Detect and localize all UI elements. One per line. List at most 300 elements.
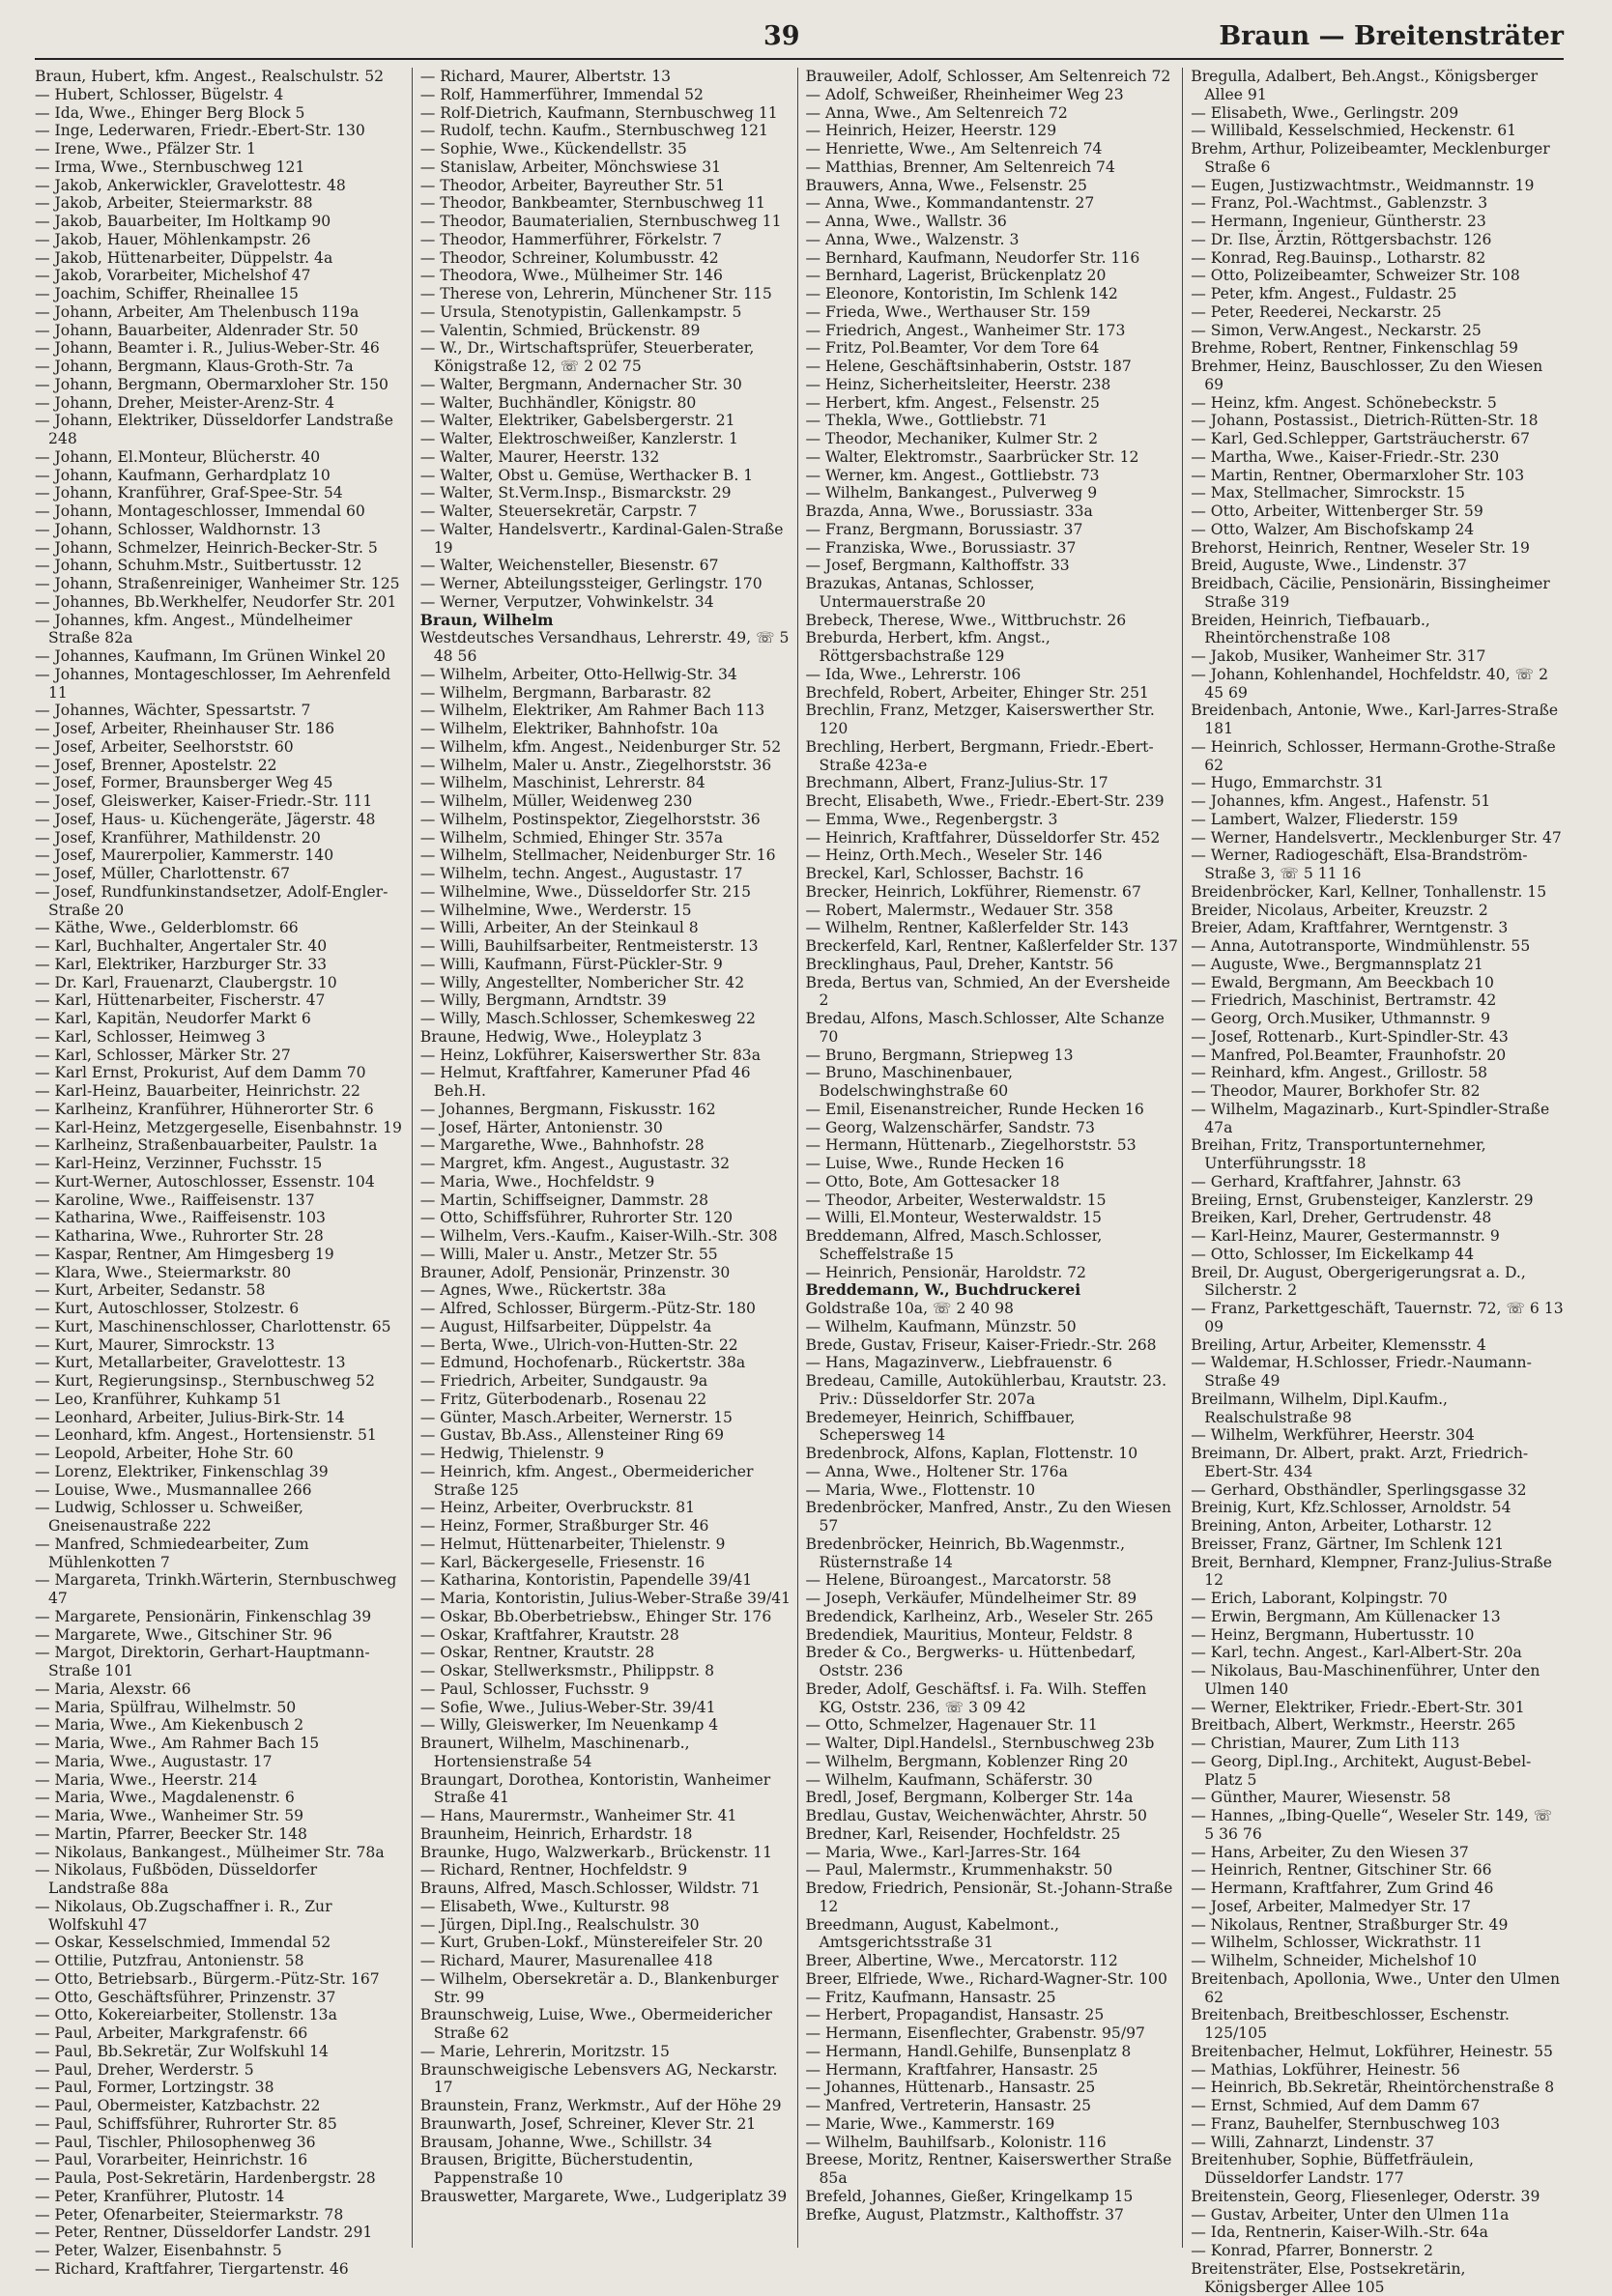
directory-entry: — Konrad, Pfarrer, Bonnerstr. 2 — [1191, 2242, 1433, 2259]
directory-entry: — Karl, Ged.Schlepper, Gartsträucherstr. 67 — [1191, 430, 1531, 447]
directory-entry: — Helmut, Kraftfahrer, Kameruner Pfad 46 Beh.H. — [419, 1064, 751, 1100]
directory-entry: — Hermann, Kraftfahrer, Zum Grind 46 — [1191, 1880, 1494, 1897]
directory-entry: — Johann, Kaufmann, Gerhardplatz 10 — [35, 466, 331, 484]
directory-entry: Breinig, Kurt, Kfz.Schlosser, Arnoldstr. 54 — [1191, 1499, 1511, 1517]
directory-entry: — Leopold, Arbeiter, Hohe Str. 60 — [35, 1445, 294, 1462]
directory-entry: — Fritz, Kaufmann, Hansastr. 25 — [805, 1988, 1056, 2006]
directory-entry: — Martin, Rentner, Obermarxloher Str. 103 — [1191, 466, 1525, 484]
page-header — [0, 0, 1612, 60]
directory-entry: — Heinz, kfm. Angest. Schönebeckstr. 5 — [1191, 393, 1497, 412]
directory-entry: — Paul, Dreher, Werderstr. 5 — [35, 2060, 254, 2079]
directory-entry: Bredenbröcker, Manfred, Anstr., Zu den Wiesen 57 — [805, 1499, 1171, 1535]
directory-entry: Bredeau, Camille, Autokühlerbau, Krautstr. 23. Priv.: Düsseldorfer Str. 207a — [805, 1372, 1167, 1408]
directory-entry: — Bruno, Bergmann, Striepweg 13 — [805, 1046, 1074, 1064]
directory-entry: — Ernst, Schmied, Auf dem Damm 67 — [1191, 2097, 1481, 2114]
directory-entry: — Karl-Heinz, Maurer, Gestermannstr. 9 — [1191, 1227, 1500, 1245]
directory-entry: Brauswetter, Margarete, Wwe., Ludgeriplatz 39 — [419, 2187, 788, 2205]
directory-entry: — Oskar, Stellwerksmstr., Philippstr. 8 — [419, 1662, 715, 1679]
directory-entry: — Jakob, Hüttenarbeiter, Düppelstr. 4a — [35, 248, 333, 267]
directory-entry: — Paul, Bb.Sekretär, Zur Wolfskuhl 14 — [35, 2042, 329, 2060]
directory-entry: — Walter, Bergmann, Andernacher Str. 30 — [419, 375, 742, 393]
directory-entry: — Richard, Maurer, Masurenallee 418 — [419, 1952, 713, 1969]
directory-entry: — Peter, Rentner, Düsseldorfer Landstr. 291 — [35, 2224, 373, 2242]
directory-entry: — Maria, Wwe., Hochfeldstr. 9 — [419, 1172, 655, 1191]
directory-entry: — Maria, Kontoristin, Julius-Weber-Straße 39/41 — [419, 1590, 792, 1607]
directory-entry: — Walter, Handelsvertr., Kardinal-Galen-Straße 19 — [419, 520, 784, 557]
directory-entry: — Josef, Bergmann, Kalthoffstr. 33 — [805, 557, 1070, 575]
directory-entry: Brechlin, Franz, Metzger, Kaiserswerther Str. 120 — [805, 702, 1155, 737]
directory-entry: — Wilhelm, Schlosser, Wickrathstr. 11 — [1191, 1934, 1482, 1952]
directory-entry: — Eleonore, Kontoristin, Im Schlenk 142 — [805, 285, 1118, 302]
directory-entry: — Klara, Wwe., Steiermarkstr. 80 — [35, 1263, 292, 1281]
directory-entry: — Ida, Rentnerin, Kaiser-Wilh.-Str. 64a — [1191, 2224, 1488, 2242]
directory-entry: Brede, Gustav, Friseur, Kaiser-Friedr.-Str. 268 — [805, 1335, 1157, 1354]
directory-entry: Breitensträter, Else, Postsekretärin, Königsberger Allee 105 — [1191, 2259, 1466, 2296]
directory-entry: — Margarete, Wwe., Gitschiner Str. 96 — [35, 1625, 332, 1644]
directory-entry: — Johann, Straßenreiniger, Wanheimer Str. 125 — [35, 575, 400, 592]
directory-entry: Bredner, Karl, Reisender, Hochfeldstr. 25 — [805, 1824, 1121, 1843]
directory-entry: — Friedrich, Angest., Wanheimer Str. 173 — [805, 321, 1126, 339]
directory-entry: — Lambert, Walzer, Fliederstr. 159 — [1191, 810, 1458, 828]
directory-entry: — Fritz, Pol.Beamter, Vor dem Tore 64 — [805, 339, 1100, 358]
directory-entry: — Bruno, Maschinenbauer, Bodelschwinghstraße 60 — [805, 1064, 1013, 1100]
directory-heading: Breddemann, W., Buchdruckerei — [805, 1280, 1081, 1300]
directory-entry: — Martin, Pfarrer, Beecker Str. 148 — [35, 1824, 307, 1843]
directory-entry: Breitenhuber, Sophie, Büffetfräulein, Düsseldorfer Landstr. 177 — [1191, 2151, 1474, 2187]
directory-entry: — Frieda, Wwe., Werthauser Str. 159 — [805, 302, 1091, 321]
directory-entry: — Erich, Laborant, Kolpingstr. 70 — [1191, 1590, 1448, 1607]
directory-entry: — Wilhelm, Werkführer, Heerstr. 304 — [1191, 1426, 1475, 1445]
directory-entry: — Karl Ernst, Prokurist, Auf dem Damm 70 — [35, 1064, 366, 1082]
directory-entry: — Wilhelm, techn. Angest., Augustastr. 17 — [419, 865, 743, 882]
directory-entry: — Josef, Haus- u. Küchengeräte, Jägerstr. 48 — [35, 810, 376, 828]
directory-entry: — Wilhelm, Obersekretär a. D., Blankenburger Str. 99 — [419, 1969, 779, 2006]
directory-entry: Breer, Elfriede, Wwe., Richard-Wagner-Str. 100 — [805, 1969, 1167, 1988]
directory-entry: — Katharina, Kontoristin, Papendelle 39/41 — [419, 1571, 753, 1590]
directory-entry: Breitenstein, Georg, Fliesenleger, Oderstr. 39 — [1191, 2187, 1540, 2205]
directory-entry: Brechmann, Albert, Franz-Julius-Str. 17 — [805, 774, 1108, 792]
directory-entry: Brehorst, Heinrich, Rentner, Weseler Str. 19 — [1191, 538, 1530, 557]
directory-entry: Bredendick, Karlheinz, Arb., Weseler Str. 265 — [805, 1607, 1154, 1625]
directory-entry: Brausen, Brigitte, Bücherstudentin, Pappenstraße 10 — [419, 2151, 694, 2187]
directory-entry: — Johann, Dreher, Meister-Arenz-Str. 4 — [35, 393, 335, 412]
directory-entry: — Kurt, Metallarbeiter, Gravelottestr. 13 — [35, 1354, 346, 1372]
directory-entry: — Johann, Schlosser, Waldhornstr. 13 — [35, 520, 321, 538]
directory-entry: — Richard, Maurer, Albertstr. 13 — [419, 68, 672, 85]
directory-entry: — Hermann, Ingenieur, Güntherstr. 23 — [1191, 213, 1486, 230]
directory-entry: — Sofie, Wwe., Julius-Weber-Str. 39/41 — [419, 1698, 716, 1716]
directory-entry: — Paul, Schlosser, Fuchsstr. 9 — [419, 1679, 649, 1698]
directory-entry: Breining, Anton, Arbeiter, Lotharstr. 12 — [1191, 1517, 1492, 1535]
directory-entry: — Johann, Montageschlosser, Immendal 60 — [35, 502, 365, 520]
directory-entry: — Hermann, Kraftfahrer, Hansastr. 25 — [805, 2060, 1099, 2079]
directory-entry: — Inge, Lederwaren, Friedr.-Ebert-Str. 130 — [35, 122, 365, 140]
directory-entry: — Martin, Schiffseigner, Dammstr. 28 — [419, 1191, 709, 1209]
directory-entry: Breihan, Fritz, Transportunternehmer, Unterführungsstr. 18 — [1191, 1136, 1486, 1172]
directory-entry: Braunheim, Heinrich, Erhardstr. 18 — [419, 1824, 693, 1843]
directory-entry: — Peter, Ofenarbeiter, Steiermarkstr. 78 — [35, 2205, 344, 2224]
directory-entry: — Peter, Reederei, Neckarstr. 25 — [1191, 302, 1442, 321]
directory-entry: — Margarethe, Wwe., Bahnhofstr. 28 — [419, 1136, 705, 1155]
column-1 — [35, 68, 413, 2278]
directory-entry: — Franz, Pol.-Wachtmst., Gablenzstr. 3 — [1191, 194, 1488, 213]
directory-entry: — Johann, Schmelzer, Heinrich-Becker-Str. 5 — [35, 538, 378, 557]
directory-entry: — Walter, Buchhändler, Königstr. 80 — [419, 393, 697, 412]
directory-entry: — Anna, Autotransporte, Windmühlenstr. 55 — [1191, 937, 1531, 955]
directory-entry: — Stanislaw, Arbeiter, Mönchswiese 31 — [419, 158, 722, 176]
directory-entry: — Adolf, Schweißer, Rheinheimer Weg 23 — [805, 85, 1124, 103]
directory-entry: — Werner, Verputzer, Vohwinkelstr. 34 — [419, 592, 714, 611]
directory-entry: — Ludwig, Schlosser u. Schweißer, Gneisenaustraße 222 — [35, 1499, 303, 1535]
directory-entry: — Josef, Rottenarb., Kurt-Spindler-Str. 43 — [1191, 1027, 1509, 1046]
directory-entry: — Wilhelm, Maler u. Anstr., Ziegelhorststr. 36 — [419, 756, 772, 774]
directory-entry: — Heinrich, kfm. Angest., Obermeidericher Straße 125 — [419, 1462, 754, 1499]
directory-entry: — Heinz, Lokführer, Kaiserswerther Str. 83a — [419, 1046, 762, 1064]
directory-entry: — Wilhelm, Rentner, Kaßlerfelder Str. 143 — [805, 919, 1129, 937]
directory-entry: — Leo, Kranführer, Kuhkamp 51 — [35, 1390, 282, 1408]
directory-entry: — Lorenz, Elektriker, Finkenschlag 39 — [35, 1462, 329, 1480]
directory-entry: — Anna, Wwe., Holtener Str. 176a — [805, 1462, 1068, 1480]
directory-entry: — Richard, Kraftfahrer, Tiergartenstr. 46 — [35, 2259, 349, 2278]
directory-entry: — Herbert, kfm. Angest., Felsenstr. 25 — [805, 393, 1100, 412]
directory-entry: — Nikolaus, Bankangest., Mülheimer Str. 78a — [35, 1843, 385, 1861]
directory-entry: — Walter, Steuersekretär, Carpstr. 7 — [419, 502, 698, 520]
directory-entry: — Heinz, Bergmann, Hubertusstr. 10 — [1191, 1625, 1475, 1644]
directory-entry: — Wilhelm, Maschinist, Lehrerstr. 84 — [419, 774, 705, 792]
directory-entry: — Paul, Schiffsführer, Ruhrorter Str. 85 — [35, 2114, 337, 2133]
directory-entry: — Ewald, Bergmann, Am Beeckbach 10 — [1191, 973, 1494, 991]
directory-entry: — Hubert, Schlosser, Bügelstr. 4 — [35, 85, 284, 103]
directory-entry: — Werner, Radiogeschäft, Elsa-Brandström-Straße 3, ☏ 5 11 16 — [1191, 847, 1528, 882]
directory-entry: — Willi, Kaufmann, Fürst-Pückler-Str. 9 — [419, 955, 723, 973]
directory-entry: — Robert, Malermstr., Wedauer Str. 358 — [805, 901, 1113, 919]
directory-entry: — Hermann, Handl.Gehilfe, Bunsenplatz 8 — [805, 2042, 1132, 2060]
directory-entry: — Manfred, Schmiedearbeiter, Zum Mühlenkotten 7 — [35, 1535, 309, 1571]
directory-entry: — Wilhelm, Arbeiter, Otto-Hellwig-Str. 34 — [419, 665, 737, 683]
directory-entry: Bredenbröcker, Heinrich, Bb.Wagenmstr., Rüsternstraße 14 — [805, 1535, 1126, 1571]
directory-entry: — Herbert, Propagandist, Hansastr. 25 — [805, 2006, 1105, 2024]
directory-entry: — Kurt, Maurer, Simrockstr. 13 — [35, 1335, 275, 1354]
directory-entry: Brefke, August, Platzmstr., Kalthoffstr. 37 — [805, 2205, 1124, 2224]
directory-entry: Brehm, Arthur, Polizeibeamter, Mecklenburger Straße 6 — [1191, 140, 1550, 176]
directory-entry: — Anna, Wwe., Walzenstr. 3 — [805, 230, 1020, 248]
directory-entry: — Johannes, Bb.Werkhelfer, Neudorfer Str. 201 — [35, 592, 397, 611]
directory-entry: Braungart, Dorothea, Kontoristin, Wanheimer Straße 41 — [419, 1770, 771, 1807]
directory-entry: — Willy, Bergmann, Arndtstr. 39 — [419, 991, 667, 1010]
directory-entry: — Heinrich, Bb.Sekretär, Rheintörchenstraße 8 — [1191, 2079, 1555, 2097]
directory-entry: — Konrad, Reg.Bauinsp., Lotharstr. 82 — [1191, 248, 1486, 267]
directory-entry: — Elisabeth, Wwe., Gerlingstr. 209 — [1191, 103, 1459, 122]
directory-entry: — Wilhelm, Bankangest., Pulverweg 9 — [805, 484, 1098, 502]
directory-entry: — Gerhard, Obsthändler, Sperlingsgasse 32 — [1191, 1480, 1527, 1499]
column-4 — [1191, 68, 1568, 2296]
directory-entry: — Walter, Elektroschweißer, Kanzlerstr. 1 — [419, 430, 738, 447]
directory-entry: — Theodor, Bankbeamter, Sternbuschweg 11 — [419, 194, 765, 213]
directory-entry: — Ida, Wwe., Ehinger Berg Block 5 — [35, 103, 305, 122]
directory-entry: Breckel, Karl, Schlosser, Bachstr. 16 — [805, 865, 1084, 882]
directory-entry: — Hugo, Emmarchstr. 31 — [1191, 774, 1384, 792]
directory-entry: — Luise, Wwe., Runde Hecken 16 — [805, 1155, 1065, 1172]
directory-entry: — Franz, Bergmann, Borussiastr. 37 — [805, 520, 1083, 538]
directory-entry: — Jürgen, Dipl.Ing., Realschulstr. 30 — [419, 1915, 700, 1934]
directory-entry: — Kurt, Autoschlosser, Stolzestr. 6 — [35, 1300, 300, 1317]
directory-entry: — Karoline, Wwe., Raiffeisenstr. 137 — [35, 1191, 315, 1209]
directory-entry: Breidenbröcker, Karl, Kellner, Tonhallenstr. 15 — [1191, 882, 1547, 901]
directory-entry: — Wilhelm, Bergmann, Barbarastr. 82 — [419, 683, 712, 702]
directory-entry: — Heinz, Orth.Mech., Weseler Str. 146 — [805, 847, 1103, 865]
directory-entry: Braunke, Hugo, Walzwerkarb., Brückenstr. 11 — [419, 1843, 772, 1861]
directory-entry: — Emil, Eisenanstreicher, Runde Hecken 16 — [805, 1100, 1144, 1118]
directory-entry: — Rudolf, techn. Kaufm., Sternbuschweg 121 — [419, 122, 768, 140]
directory-entry: Brauweiler, Adolf, Schlosser, Am Seltenreich 72 — [805, 68, 1171, 85]
directory-entry: — Berta, Wwe., Ulrich-von-Hutten-Str. 22 — [419, 1335, 738, 1354]
directory-entry: — Johannes, Wächter, Spessartstr. 7 — [35, 702, 311, 720]
directory-entry: — Karl, Schlosser, Heimweg 3 — [35, 1027, 266, 1046]
directory-entry: — Henriette, Wwe., Am Seltenreich 74 — [805, 140, 1103, 158]
directory-entry: — Agnes, Wwe., Rückertstr. 38a — [419, 1281, 667, 1300]
directory-entry: — Dr. Ilse, Ärztin, Röttgersbachstr. 126 — [1191, 230, 1492, 248]
directory-entry: — Josef, Arbeiter, Rheinhauser Str. 186 — [35, 720, 335, 737]
directory-entry: Brazda, Anna, Wwe., Borussiastr. 33a — [805, 502, 1093, 520]
directory-entry: Breburda, Herbert, kfm. Angst., Röttgersbachstraße 129 — [805, 629, 1051, 665]
directory-entry: — Wilhelm, Schneider, Michelshof 10 — [1191, 1952, 1478, 1969]
directory-entry: Bredenbrock, Alfons, Kaplan, Flottenstr. 10 — [805, 1445, 1138, 1462]
directory-entry: — Ursula, Stenotypistin, Gallenkampstr. 5 — [419, 302, 742, 321]
directory-entry: — Heinz, Former, Straßburger Str. 46 — [419, 1517, 709, 1535]
directory-entry: Brechling, Herbert, Bergmann, Friedr.-Ebert-Straße 423a-e — [805, 737, 1154, 774]
directory-entry: — Maria, Spülfrau, Wilhelmstr. 50 — [35, 1698, 297, 1716]
directory-entry: Breer, Albertine, Wwe., Mercatorstr. 112 — [805, 1952, 1118, 1969]
directory-entry: — Wilhelm, Kaufmann, Münzstr. 50 — [805, 1317, 1077, 1335]
directory-entry: Bredl, Josef, Bergmann, Kolberger Str. 14a — [805, 1789, 1134, 1807]
directory-entry: — Dr. Karl, Frauenarzt, Claubergstr. 10 — [35, 973, 337, 991]
directory-entry: — Hans, Arbeiter, Zu den Wiesen 37 — [1191, 1843, 1469, 1861]
directory-entry: — Otto, Schiffsführer, Ruhrorter Str. 120 — [419, 1209, 734, 1227]
directory-entry: Brecht, Elisabeth, Wwe., Friedr.-Ebert-Str. 239 — [805, 792, 1165, 810]
directory-entry: — Theodora, Wwe., Mülheimer Str. 146 — [419, 267, 723, 285]
directory-entry: — Maria, Wwe., Karl-Jarres-Str. 164 — [805, 1843, 1081, 1861]
directory-entry: — Simon, Verw.Angest., Neckarstr. 25 — [1191, 321, 1482, 339]
directory-entry: — Walter, Obst u. Gemüse, Werthacker B. 1 — [419, 466, 754, 484]
directory-entry: — Helmut, Hüttenarbeiter, Thielenstr. 9 — [419, 1535, 726, 1553]
directory-entry: — Hermann, Eisenflechter, Grabenstr. 95/97 — [805, 2024, 1145, 2042]
directory-entry: — Johann, Kranführer, Graf-Spee-Str. 54 — [35, 484, 343, 502]
directory-entry: — Heinz, Arbeiter, Overbruckstr. 81 — [419, 1499, 696, 1517]
directory-entry: — Fritz, Güterbodenarb., Rosenau 22 — [419, 1390, 707, 1408]
directory-entry: Bregulla, Adalbert, Beh.Angst., Königsberger Allee 91 — [1191, 68, 1539, 103]
directory-entry: — Maria, Alexstr. 66 — [35, 1679, 191, 1698]
directory-entry: — Therese von, Lehrerin, Münchener Str. 115 — [419, 285, 772, 302]
directory-entry: Breider, Nicolaus, Arbeiter, Kreuzstr. 2 — [1191, 901, 1488, 919]
directory-entry: — Jakob, Vorarbeiter, Michelshof 47 — [35, 267, 311, 285]
directory-entry: — Josef, Maurerpolier, Kammerstr. 140 — [35, 847, 334, 865]
directory-entry: — Karl, Elektriker, Harzburger Str. 33 — [35, 955, 328, 973]
directory-entry: — Paul, Tischler, Philosophenweg 36 — [35, 2133, 316, 2151]
directory-entry: — Johann, Beamter i. R., Julius-Weber-Str. 46 — [35, 339, 380, 358]
directory-entry: — Hannes, „Ibing-Quelle“, Weseler Str. 149, ☏ 5 36 76 — [1191, 1807, 1553, 1843]
directory-entry: — Walter, Weichensteller, Biesenstr. 67 — [419, 557, 719, 575]
directory-entry: — Johannes, Kaufmann, Im Grünen Winkel 20 — [35, 647, 386, 665]
directory-entry: — Willi, El.Monteur, Westerwaldstr. 15 — [805, 1209, 1102, 1227]
directory-entry: — Hedwig, Thielenstr. 9 — [419, 1445, 605, 1462]
directory-entry: — Mathias, Lokführer, Heinestr. 56 — [1191, 2060, 1460, 2079]
directory-entry: — Joachim, Schiffer, Rheinallee 15 — [35, 285, 299, 302]
directory-entry: — Wilhelm, kfm. Angest., Neidenburger Str. 52 — [419, 737, 782, 756]
directory-entry: — Theodor, Mechaniker, Kulmer Str. 2 — [805, 430, 1099, 447]
directory-entry: — Heinrich, Kraftfahrer, Düsseldorfer Str. 452 — [805, 828, 1161, 847]
directory-entry: — Hans, Maurermstr., Wanheimer Str. 41 — [419, 1807, 737, 1824]
directory-entry: — August, Hilfsarbeiter, Düppelstr. 4a — [419, 1317, 712, 1335]
directory-entry: — Alfred, Schlosser, Bürgerm.-Pütz-Str. 180 — [419, 1300, 756, 1317]
directory-entry: — Marie, Wwe., Kammerstr. 169 — [805, 2114, 1055, 2133]
directory-entry: — W., Dr., Wirtschaftsprüfer, Steuerberater, Königstraße 12, ☏ 2 02 75 — [419, 339, 755, 375]
directory-entry: — Heinrich, Heizer, Heerstr. 129 — [805, 122, 1057, 140]
directory-entry: — Joseph, Verkäufer, Mündelheimer Str. 89 — [805, 1590, 1137, 1607]
directory-entry: — Wilhelm, Stellmacher, Neidenburger Str. 16 — [419, 847, 776, 865]
directory-entry: — Johann, Postassist., Dietrich-Rütten-Str. 18 — [1191, 412, 1539, 430]
directory-entry: Breilmann, Wilhelm, Dipl.Kaufm., Realschulstraße 98 — [1191, 1390, 1449, 1426]
directory-entry: — Maria, Wwe., Heerstr. 214 — [35, 1770, 258, 1789]
directory-entry: — Josef, Müller, Charlottenstr. 67 — [35, 865, 291, 882]
directory-entry: — Friedrich, Arbeiter, Sundgaustr. 9a — [419, 1372, 708, 1390]
directory-entry: — Erwin, Bergmann, Am Küllenacker 13 — [1191, 1607, 1501, 1625]
directory-entry: — Karl-Heinz, Verzinner, Fuchsstr. 15 — [35, 1155, 323, 1172]
directory-entry: — Oskar, Kesselschmied, Immendal 52 — [35, 1934, 331, 1952]
directory-entry: — Willi, Zahnarzt, Lindenstr. 37 — [1191, 2133, 1435, 2151]
directory-entry: — Paul, Arbeiter, Markgrafenstr. 66 — [35, 2024, 308, 2042]
directory-entry: — Maria, Wwe., Am Kiekenbusch 2 — [35, 1716, 304, 1735]
directory-entry: — Walter, Elektriker, Gabelsbergerstr. 21 — [419, 412, 735, 430]
directory-entry: — Josef, Arbeiter, Malmedyer Str. 17 — [1191, 1897, 1472, 1915]
directory-entry: — Paul, Malermstr., Krummenhakstr. 50 — [805, 1861, 1113, 1880]
directory-entry: — Manfred, Vertreterin, Hansastr. 25 — [805, 2097, 1092, 2114]
directory-entry: Goldstraße 10a, ☏ 2 40 98 — [805, 1300, 1014, 1317]
directory-entry: — Karl, Hüttenarbeiter, Fischerstr. 47 — [35, 991, 326, 1010]
directory-entry: — Margarete, Pensionärin, Finkenschlag 39 — [35, 1607, 372, 1625]
directory-entry: — Johannes, Bergmann, Fiskusstr. 162 — [419, 1100, 716, 1118]
directory-entry: — Auguste, Wwe., Bergmannsplatz 21 — [1191, 955, 1483, 973]
directory-entry: — Theodor, Hammerführer, Förkelstr. 7 — [419, 230, 723, 248]
directory-entry: Brehmer, Heinz, Bauschlosser, Zu den Wiesen 69 — [1191, 358, 1543, 393]
directory-entry: — Wilhelm, Magazinarb., Kurt-Spindler-Straße 47a — [1191, 1100, 1550, 1136]
directory-entry: — Otto, Polizeibeamter, Schweizer Str. 108 — [1191, 267, 1520, 285]
directory-entry: — Gustav, Bb.Ass., Allensteiner Ring 69 — [419, 1426, 724, 1445]
directory-entry: — Johann, Schuhm.Mstr., Suitbertusstr. 12 — [35, 557, 362, 575]
directory-entry: — Eugen, Justizwachtmstr., Weidmannstr. 19 — [1191, 176, 1535, 194]
directory-entry: — Marie, Lehrerin, Moritzstr. 15 — [419, 2042, 670, 2060]
directory-entry: — Peter, Kranführer, Plutostr. 14 — [35, 2187, 285, 2205]
directory-entry: Westdeutsches Versandhaus, Lehrerstr. 49, ☏ 5 48 56 — [419, 629, 790, 665]
directory-entry: — Paul, Vorarbeiter, Heinrichstr. 16 — [35, 2151, 308, 2169]
header-rule — [35, 58, 1564, 60]
directory-entry: — Theodor, Arbeiter, Westerwaldstr. 15 — [805, 1191, 1107, 1209]
directory-entry: — Nikolaus, Ob.Zugschaffner i. R., Zur Wolfskuhl 47 — [35, 1897, 332, 1934]
directory-entry: — Wilhelm, Bergmann, Koblenzer Ring 20 — [805, 1752, 1129, 1770]
directory-entry: — Valentin, Schmied, Brückenstr. 89 — [419, 321, 701, 339]
directory-entry: — Jakob, Ankerwickler, Gravelottestr. 48 — [35, 176, 346, 194]
directory-entry: — Georg, Dipl.Ing., Architekt, August-Bebel-Platz 5 — [1191, 1752, 1532, 1789]
directory-entry: — Otto, Walzer, Am Bischofskamp 24 — [1191, 520, 1475, 538]
directory-entry: — Anna, Wwe., Wallstr. 36 — [805, 213, 1007, 230]
column-3 — [806, 68, 1184, 2248]
directory-entry: — Josef, Gleiswerker, Kaiser-Friedr.-Str. 111 — [35, 792, 373, 810]
directory-entry: — Josef, Brenner, Apostelstr. 22 — [35, 756, 277, 774]
directory-entry: — Bernhard, Lagerist, Brückenplatz 20 — [805, 267, 1107, 285]
directory-entry: — Johann, Bergmann, Klaus-Groth-Str. 7a — [35, 358, 354, 375]
directory-entry: — Emma, Wwe., Regenbergstr. 3 — [805, 810, 1058, 828]
directory-entry: — Rolf, Hammerführer, Immendal 52 — [419, 85, 704, 103]
directory-entry: — Wilhelm, Vers.-Kaufm., Kaiser-Wilh.-Str. 308 — [419, 1227, 778, 1245]
directory-entry: — Werner, Handelsvertr., Mecklenburger Str. 47 — [1191, 828, 1562, 847]
directory-entry: Breder & Co., Bergwerks- u. Hüttenbedarf, Oststr. 236 — [805, 1644, 1137, 1679]
directory-entry: — Bernhard, Kaufmann, Neudorfer Str. 116 — [805, 248, 1140, 267]
directory-entry: — Margareta, Trinkh.Wärterin, Sternbuschweg 47 — [35, 1571, 397, 1607]
directory-entry: — Kaspar, Rentner, Am Himgesberg 19 — [35, 1245, 334, 1263]
directory-entry: — Christian, Maurer, Zum Lith 113 — [1191, 1735, 1460, 1752]
directory-entry: — Wilhelm, Schmied, Ehinger Str. 357a — [419, 828, 724, 847]
directory-entry: — Franz, Parkettgeschäft, Tauernstr. 72, ☏ 6 13 09 — [1191, 1300, 1564, 1335]
directory-entry: — Elisabeth, Wwe., Kulturstr. 98 — [419, 1897, 670, 1915]
directory-entry: — Louise, Wwe., Musmannallee 266 — [35, 1480, 312, 1499]
directory-entry: — Rolf-Dietrich, Kaufmann, Sternbuschweg 11 — [419, 103, 778, 122]
directory-entry: — Willi, Bauhilfsarbeiter, Rentmeisterstr. 13 — [419, 937, 759, 955]
directory-entry: — Josef, Former, Braunsberger Weg 45 — [35, 774, 333, 792]
directory-entry: Breil, Dr. August, Obergerigerungsrat a. D., Silcherstr. 2 — [1191, 1263, 1526, 1300]
directory-entry: Bredau, Alfons, Masch.Schlosser, Alte Schanze 70 — [805, 1010, 1165, 1046]
directory-entry: — Otto, Arbeiter, Wittenberger Str. 59 — [1191, 502, 1483, 520]
directory-entry: — Karl, Buchhalter, Angertaler Str. 40 — [35, 937, 328, 955]
directory-entry: — Jakob, Bauarbeiter, Im Holtkamp 90 — [35, 213, 331, 230]
directory-entry: Breitenbacher, Helmut, Lokführer, Heinestr. 55 — [1191, 2042, 1553, 2060]
directory-entry: — Paul, Former, Lortzingstr. 38 — [35, 2079, 274, 2097]
page-number: 39 — [763, 21, 800, 51]
directory-entry: — Otto, Schmelzer, Hagenauer Str. 11 — [805, 1716, 1098, 1735]
directory-entry: — Werner, Abteilungssteiger, Gerlingstr. 170 — [419, 575, 763, 592]
directory-entry: — Walter, Elektromstr., Saarbrücker Str. 12 — [805, 447, 1139, 466]
directory-entry: — Willy, Gleiswerker, Im Neuenkamp 4 — [419, 1716, 719, 1735]
directory-entry: — Theodor, Arbeiter, Bayreuther Str. 51 — [419, 176, 726, 194]
directory-entry: — Friedrich, Maschinist, Bertramstr. 42 — [1191, 991, 1497, 1010]
directory-entry: Breddemann, Alfred, Masch.Schlosser, Scheffelstraße 15 — [805, 1227, 1103, 1263]
directory-heading: Braun, Wilhelm — [419, 610, 554, 629]
directory-entry: — Otto, Schlosser, Im Eickelkamp 44 — [1191, 1245, 1475, 1263]
directory-entry: — Gustav, Arbeiter, Unter den Ulmen 11a — [1191, 2205, 1510, 2224]
directory-entry: Breidenbach, Antonie, Wwe., Karl-Jarres-Straße 181 — [1191, 702, 1559, 737]
directory-entry: — Katharina, Wwe., Raiffeisenstr. 103 — [35, 1209, 326, 1227]
directory-entry: Breese, Moritz, Rentner, Kaiserswerther Straße 85a — [805, 2151, 1172, 2187]
directory-entry: — Werner, Elektriker, Friedr.-Ebert-Str. 301 — [1191, 1698, 1525, 1716]
directory-entry: — Wilhelm, Kaufmann, Schäferstr. 30 — [805, 1770, 1093, 1789]
directory-entry: Breier, Adam, Kraftfahrer, Werntgenstr. 3 — [1191, 919, 1509, 937]
directory-entry: — Martha, Wwe., Kaiser-Friedr.-Str. 230 — [1191, 447, 1500, 466]
directory-entry: — Wilhelm, Bauhilfsarb., Kolonistr. 116 — [805, 2133, 1107, 2151]
directory-entry: — Thekla, Wwe., Gottliebstr. 71 — [805, 412, 1049, 430]
directory-entry: — Johann, El.Monteur, Blücherstr. 40 — [35, 447, 321, 466]
directory-entry: — Wilhelm, Müller, Weidenweg 230 — [419, 792, 693, 810]
directory-entry: — Ottilie, Putzfrau, Antonienstr. 58 — [35, 1952, 304, 1969]
directory-entry: — Walter, St.Verm.Insp., Bismarckstr. 29 — [419, 484, 732, 502]
directory-entry: — Walter, Maurer, Heerstr. 132 — [419, 447, 660, 466]
directory-entry: — Edmund, Hochofenarb., Rückertstr. 38a — [419, 1354, 746, 1372]
directory-entry: Brehme, Robert, Rentner, Finkenschlag 59 — [1191, 339, 1518, 358]
directory-entry: — Otto, Kokereiarbeiter, Stollenstr. 13a — [35, 2006, 337, 2024]
directory-entry: Bredemeyer, Heinrich, Schiffbauer, Schepersweg 14 — [805, 1408, 1076, 1445]
directory-entry: — Sophie, Wwe., Kückendellstr. 35 — [419, 140, 687, 158]
directory-entry: Braunschweig, Luise, Wwe., Obermeidericher Straße 62 — [419, 2006, 772, 2042]
directory-entry: — Josef, Kranführer, Mathildenstr. 20 — [35, 828, 321, 847]
directory-entry: — Peter, kfm. Angest., Fuldastr. 25 — [1191, 285, 1457, 302]
directory-entry: — Willi, Maler u. Anstr., Metzer Str. 55 — [419, 1245, 718, 1263]
